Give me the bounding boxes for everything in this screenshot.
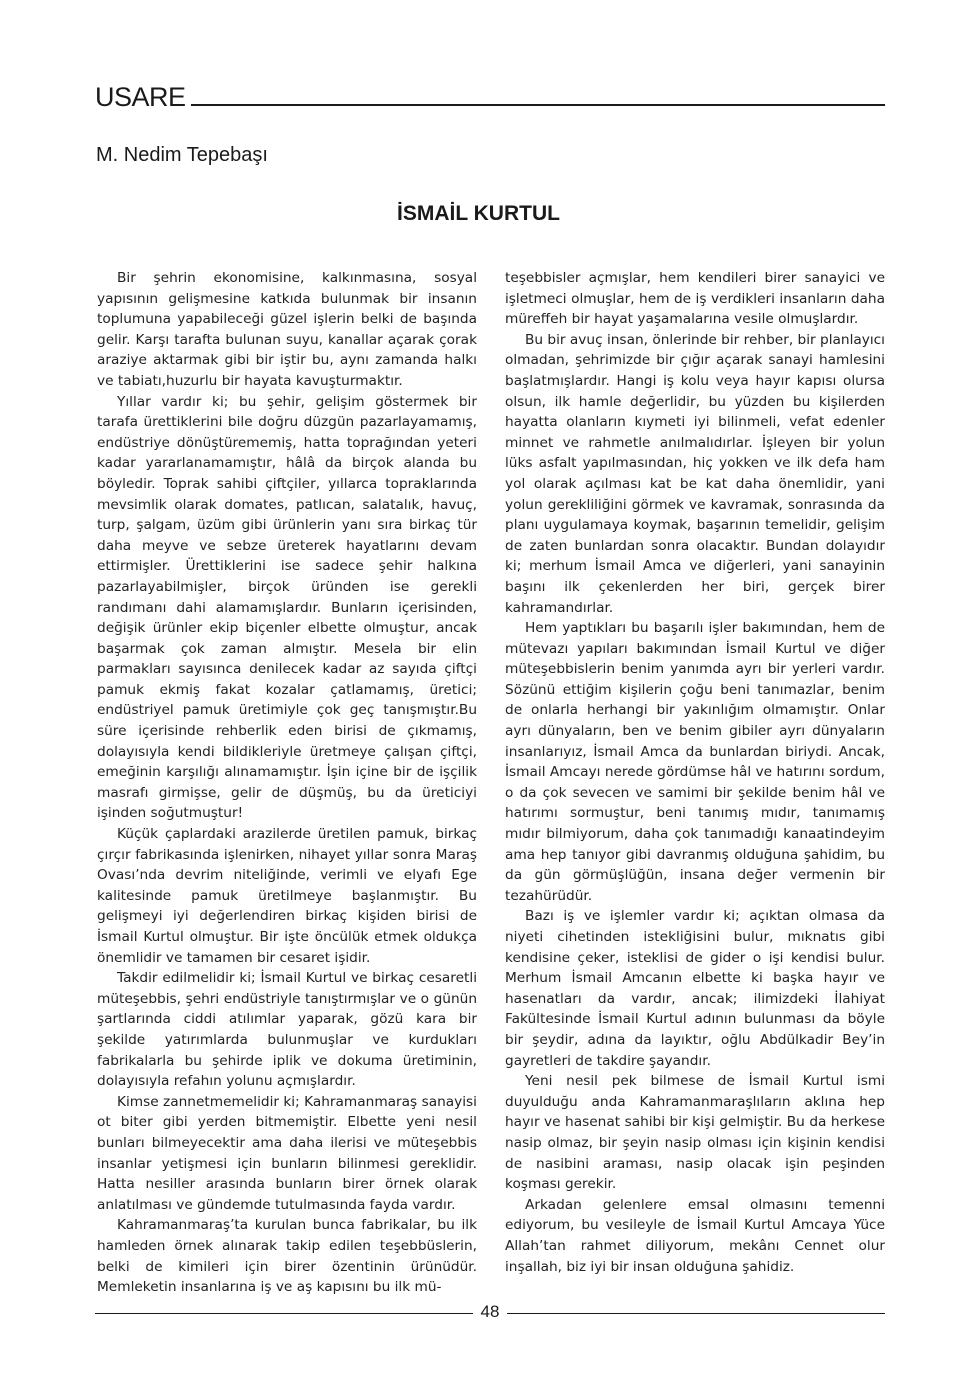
header-rule xyxy=(191,104,885,106)
paragraph: Bir şehrin ekonomisine, kalkınmasına, sosyal yapısının gelişmesine katkıda bulunmak bir insanın toplumuna yapabileceği güzel işlerin belki de başında gelir. Karşı tarafta bulunan suyu, kanallar açarak çorak araziye aktarmak gibi bir iştir bu, aynı zamanda halkı ve tabiatı,huzurlu bir hayata kavuşturmaktır. xyxy=(97,270,477,389)
paragraph: Kahramanmaraş’ta kurulan bunca fabrikalar, bu ilk hamleden örnek alınarak takip edilen teşebbüslerin, belki de kimileri için birer özentinin ürünüdür. Memleketin insanlarına iş ve aş kapısını bu ilk mü- xyxy=(97,1217,477,1296)
journal-header xyxy=(95,82,885,112)
footer-rule-left xyxy=(95,1313,473,1314)
article-author: M. Nedim Tepebaşı xyxy=(96,144,268,166)
paragraph: Yeni nesil pek bilmese de İsmail Kurtul ismi duyulduğu anda Kahramanmaraşlıların aklına hep hayır ve hasenat sahibi bir kişi gelmiştir. Bu da herkese nasip olmaz, bir şeyin nasip olması için kişinin kendisi de nasibini araması, nasip olacak işin peşinden koşması gerekir. xyxy=(505,1073,885,1193)
paragraph: Bu bir avuç insan, önlerinde bir rehber, bir planlayıcı olmadan, şehrimizde bir çığır açarak sanayi hamlesini başlatmışlardır. Hangi iş kolu veya hayır kapısı olursa olsun, ilk hamle değerlidir, bu yüzden bu kişilerden hayatta olanların kıymeti iyi bilinmeli, vefat edenler minnet ve rahmetle anılmalıdırlar. İşleyen bir yolun lüks asfalt yapılmasından, hiç yokken ve ilk defa ham yol olarak açılması kat be kat daha önemlidir, yani yolun gerekliliğini görmek ve kavramak, sonrasında da planı uygulamaya koymak, başarının temelidir, gelişim de zaten bunlardan sonra olacaktır. Bundan dolayıdır ki; merhum İsmail Amca ve diğerleri, yani sanayinin başını ilk çekenlerden her biri, gerçek birer kahramandırlar. xyxy=(505,331,885,616)
article-title: İSMAİL KURTUL xyxy=(397,202,560,225)
footer-rule-right xyxy=(507,1313,885,1314)
right-column xyxy=(505,268,885,1277)
left-column xyxy=(97,268,477,1298)
journal-name: USARE xyxy=(95,82,186,112)
paragraph: Hem yaptıkları bu başarılı işler bakımından, hem de mütevazı yapıları bakımından İsmail Kurtul ve diğer müteşebbislerin benim yanımda ayrı bir yerleri vardır. Sözünü ettiğim kişilerin çoğu beni tanımazlar, benim de onlarla herhangi bir yakınlığım olmamıştır. Onlar ayrı dünyaların, ben ve benim gibiler ayrı dünyaların insanlarıyız, İsmail Amca da bunlardan biriydi. Ancak, İsmail Amcayı nerede gördümse hâl ve hatırını sordum, o da çok sevecen ve samimi bir şekilde benim hâl ve hatırımı sormuştur, beni tanımış mıdır, tanımamış mıdır bilmiyorum, daha çok tanımadığı kanaatindeyim ama hep tanıyor gibi davranmış olduğuna şahidim, bu da gün görmüşlüğün, insana değer vermenin bir tezahürüdür. xyxy=(505,620,885,904)
page-footer xyxy=(95,1300,885,1326)
paragraph: Takdir edilmelidir ki; İsmail Kurtul ve birkaç cesaretli müteşebbis, şehri endüstriyle tanıştırmışlar ve o günün şartlarında ciddi atılımlar yaparak, gözü kara bir şekilde yatırımlarda bulunmuşlar ve kurdukları fabrikalarla bu şehirde iplik ve dokuma üretiminin, dolayısıyla refahın yolunu açmışlardır. xyxy=(97,970,477,1090)
paragraph-continuation: teşebbisler açmışlar, hem kendileri birer sanayici ve işletmeci olmuşlar, hem de iş verdikleri insanların daha müreffeh bir hayat yaşamalarına vesile olmuşlardır. xyxy=(505,270,885,328)
paragraph: Arkadan gelenlere emsal olmasını temenni ediyorum, bu vesileyle de İsmail Kurtul Amcaya Yüce Allah’tan rahmet diliyorum, mekânı Cennet olur inşallah, biz iyi bir insan olduğuna şahidiz. xyxy=(505,1196,885,1275)
page-number: 48 xyxy=(480,1302,500,1321)
paragraph: Bazı iş ve işlemler vardır ki; açıktan olmasa da niyeti cihetinden istekliğisini bulur, mıknatıs gibi kendisine çeker, isteklisi de gider o işi kendisi bulur. Merhum İsmail Amcanın elbette ki başka hayır ve hasenatları da vardır, ancak; ilimizdeki İlahiyat Fakültesinde İsmail Kurtul adının bulunması da böyle bir şeydir, adına da layıktır, oğlu Abdülkadir Bey’in gayretleri de takdire şayandır. xyxy=(505,908,885,1069)
paragraph: Küçük çaplardaki arazilerde üretilen pamuk, birkaç çırçır fabrikasında işlenirken, nihayet yıllar sonra Maraş Ovası’nda devrim niteliğinde, verimli ve elyafı Ege kalitesinde pamuk üretilmeye başlanmıştır. Bu gelişmeyi iyi değerlendiren birkaç kişiden birisi de İsmail Kurtul olmuştur. Bir işte öncülük etmek oldukça önemlidir ve tamamen bir cesaret işidir. xyxy=(97,826,477,966)
paragraph: Kimse zannetmemelidir ki; Kahramanmaraş sanayisi ot biter gibi yerden bitmemiştir. Elbette yeni nesil bunları bilmeyecektir ama daha ilerisi ve müteşebbis insanlar yetişmesi için bunların bilinmesi gereklidir. Hatta nesiller arasında bunların birer örnek olarak anlatılması ve gündemde tutulmasında fayda vardır. xyxy=(97,1093,477,1213)
paragraph: Yıllar vardır ki; bu şehir, gelişim göstermek bir tarafa ürettiklerini bile doğru düzgün pazarlayamamış, endüstriye dönüştürememiş, hatta toprağından yeteri kadar yararlanamamıştır, hâlâ da birçok alanda bu böyledir. Toprak sahibi çiftçiler, yıllarca topraklarında mevsimlik olarak domates, patlıcan, salatalık, havuç, turp, şalgam, üzüm gibi ürünlerin yanı sıra birkaç tür daha meyve ve sebze üreterek hayatlarını devam ettirmişler. Ürettiklerini ise sadece şehir halkına pazarlayabilmişler, birçok üründen ise gerekli randımanı dahi alamamışlardır. Bunların içerisinden, değişik ürünler ekip biçenler elbette olmuştur, ancak başarmak çok zaman almıştır. Mesela bir elin parmakları sayısınca denilecek kadar az sayıda çiftçi pamuk ekmiş fakat kozalar çatlamamış, üretici; endüstriyel pamuk üretimiyle çok geç tanışmıştır.Bu süre içerisinde rehberlik eden birisi de çıkmamış, dolayısıyla kendi bildikleriyle üretmeye çalışan çiftçi, emeğinin karşılığı alınamamıştır. İşin içine bir de işçilik masrafı girmişse, gelir de düşmüş, bu da üreticiyi işinden soğutmuştur! xyxy=(97,393,477,822)
